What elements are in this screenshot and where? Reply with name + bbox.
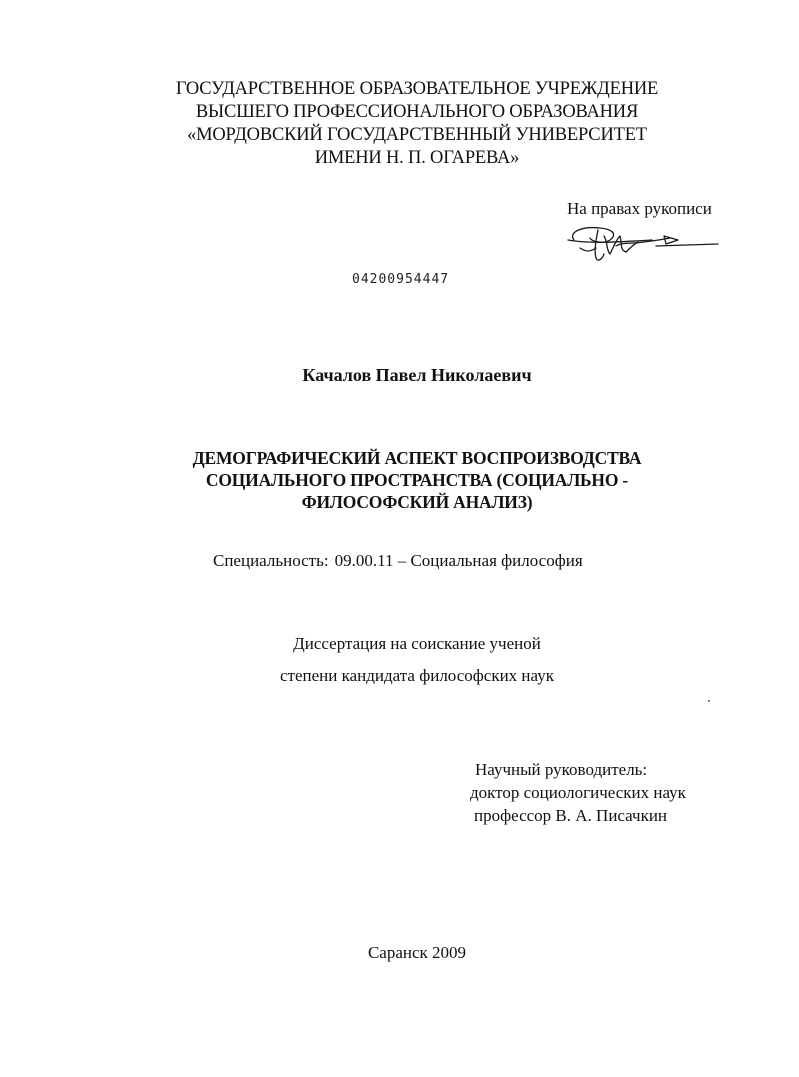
- specialty-line: [213, 551, 583, 571]
- scan-speck: [708, 700, 710, 702]
- supervisor-name: профессор В. А. Писачкин: [474, 806, 668, 825]
- title-line: ФИЛОСОФСКИЙ АНАЛИЗ): [301, 492, 533, 512]
- dissertation-degree-line: степени кандидата философских наук: [280, 666, 554, 685]
- institution-header: [0, 78, 799, 170]
- dissertation-degree-line: Диссертация на соискание ученой: [293, 634, 541, 653]
- handwritten-signature-icon: [560, 218, 720, 264]
- city-and-year: Саранск 2009: [367, 943, 467, 962]
- specialty-value: 09.00.11 – Социальная философия: [334, 551, 583, 570]
- institution-line: «МОРДОВСКИЙ ГОСУДАРСТВЕННЫЙ УНИВЕРСИТЕТ: [187, 125, 647, 145]
- dissertation-title: [0, 447, 799, 513]
- title-line: ДЕМОГРАФИЧЕСКИЙ АСПЕКТ ВОСПРОИЗВОДСТВА: [192, 448, 642, 468]
- archive-stamp-number: 04200954447: [352, 272, 450, 287]
- author-name: Качалов Павел Николаевич: [302, 365, 532, 385]
- institution-line: ИМЕНИ Н. П. ОГАРЕВА»: [314, 148, 520, 168]
- title-line: СОЦИАЛЬНОГО ПРОСТРАНСТВА (СОЦИАЛЬНО -: [205, 470, 629, 490]
- institution-line: ВЫСШЕГО ПРОФЕССИОНАЛЬНОГО ОБРАЗОВАНИЯ: [195, 102, 639, 122]
- institution-line: ГОСУДАРСТВЕННОЕ ОБРАЗОВАТЕЛЬНОЕ УЧРЕЖДЕНИЕ: [175, 79, 659, 99]
- supervisor-degree: доктор социологических наук: [470, 783, 686, 802]
- scientific-supervisor: [470, 758, 686, 827]
- manuscript-rights-note: На правах рукописи: [567, 199, 712, 218]
- supervisor-heading: Научный руководитель:: [475, 760, 648, 779]
- specialty-label: Специальность:: [213, 551, 329, 570]
